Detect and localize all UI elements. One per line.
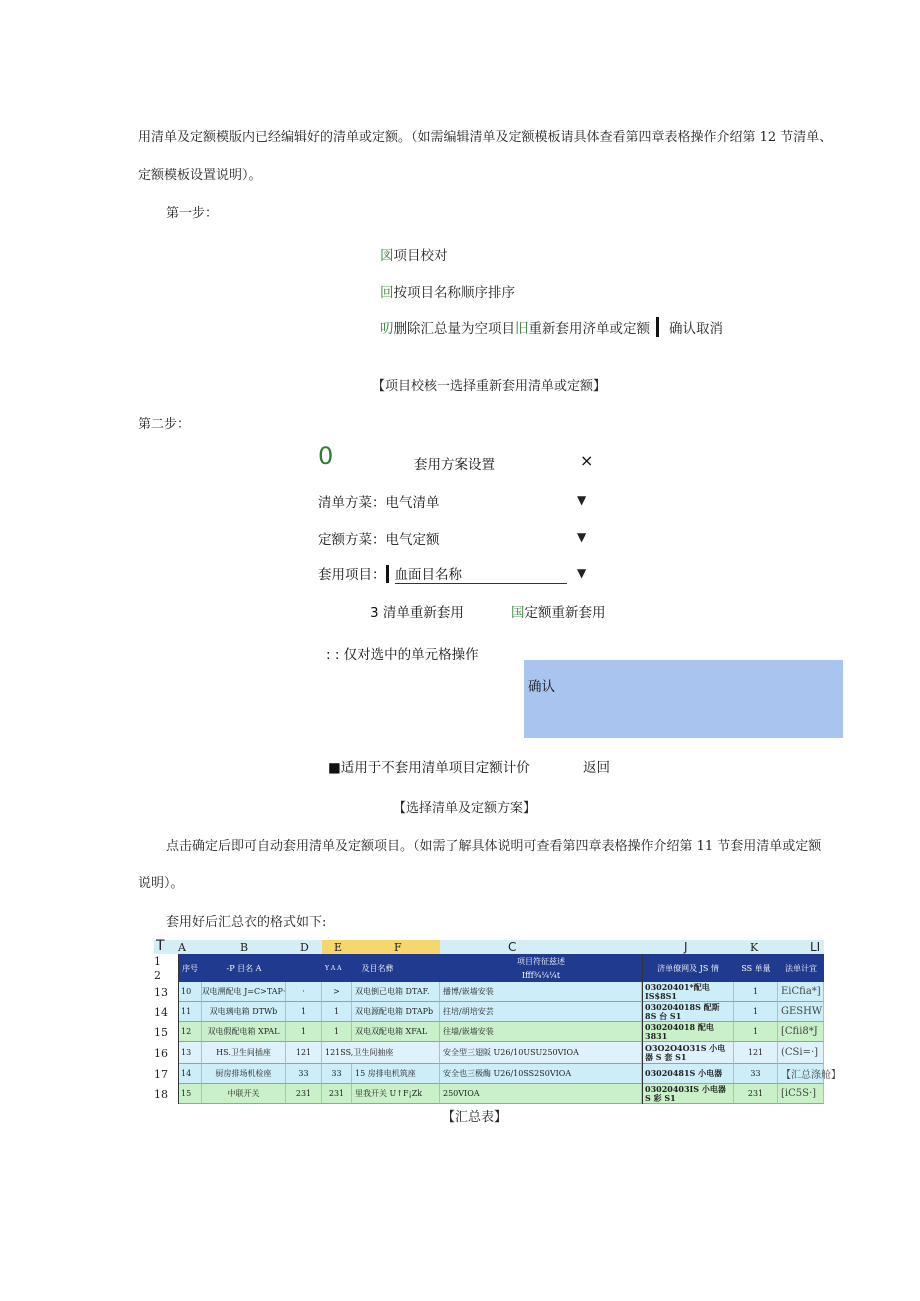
header-text: 及目名彝 [361,963,394,973]
quota-scheme-label: 定额方菜：电气定额 [318,532,440,548]
table-cell[interactable]: (CSi=·] [778,1042,824,1064]
column-header[interactable]: K [750,941,759,954]
header-cell: Ifff¾¼¼t [440,968,642,982]
summary-intro: 套用好后汇总衣的格式如下: [166,915,327,930]
confirm-cancel-button[interactable]: 确认取消 [669,321,723,337]
table-cell[interactable]: 1 [734,1022,778,1042]
figure-caption: 【汇总表】 [442,1110,508,1125]
paragraph-line: 点击确定后即可自动套用清单及定额项目。（如需了解具体说明可查看第四章表格操作介绍第 11 节套用清单或定额 [166,839,822,854]
row-number[interactable]: 18 [154,1087,168,1101]
check-icon: 図 [380,248,394,264]
reapply-quota-checkbox[interactable] [511,601,606,621]
menu-item-project-check[interactable] [380,244,448,264]
header-cell: -P 目名 A [202,954,286,982]
table-cell[interactable]: 15 房排电机筑座 [352,1064,440,1084]
confirm-button[interactable] [524,660,843,738]
table-cell[interactable]: 中联开关 [202,1084,286,1104]
table-cell[interactable]: 厨房排场机检座 [202,1064,286,1084]
table-cell[interactable]: > [322,982,352,1002]
dialog-app-icon: 0 [318,442,334,470]
sheet-corner: T [156,938,165,954]
table-cell[interactable]: [iC5S·] [778,1084,824,1104]
table-cell[interactable]: 里我开关 U↑F¡Zk [352,1084,440,1104]
checkbox-icon: ■ [328,760,341,776]
apply-project-value: 血面目名称 [395,563,567,584]
column-header[interactable]: J [684,940,688,954]
table-cell[interactable]: 121 [286,1042,322,1064]
text-cursor [386,565,389,583]
row-number[interactable]: 15 [154,1025,168,1039]
header-small: Y A A [325,964,342,972]
table-cell[interactable]: 安全型三翅阪 U26/10USU250VIOA [440,1042,642,1064]
table-cell[interactable]: 1 [322,1022,352,1042]
table-cell[interactable]: EiCfia*] [778,982,824,1002]
figure-caption: 【选择清单及定额方案】 [393,801,537,816]
header-cell: 法单计宜 [778,954,824,982]
column-header-strip [154,940,824,954]
table-cell[interactable]: 33 [322,1064,352,1084]
table-cell[interactable]: 双电璃电箱 DTWb [202,1002,286,1022]
step-label: 第一步： [166,206,219,221]
menu-item-sort-by-name[interactable] [380,281,515,301]
apply-project-select[interactable] [318,563,567,584]
row-number[interactable]: 16 [154,1046,168,1060]
table-cell[interactable]: 14 [178,1064,202,1084]
table-cell[interactable]: 双电倒己电箱 DTAF. [352,982,440,1002]
table-cell[interactable]: 33 [286,1064,322,1084]
table-cell[interactable]: 1 [286,1022,322,1042]
row-number[interactable]: 14 [154,1005,168,1019]
header-cell: 序号 [178,954,202,982]
row-number[interactable]: 1 [154,954,161,968]
table-cell[interactable]: 03020481S 小电器 [642,1064,734,1084]
header-cell [322,954,440,982]
header-cell: SS 单量 [734,954,778,982]
menu-row [380,317,723,337]
table-cell[interactable]: 安全也三极酶 U26/10SS2S0VIOA [440,1064,642,1084]
list-scheme-label: 清单方菜：电气清单 [318,495,440,511]
table-cell[interactable]: O3O2O4O31S 小电器 S 套 S1 [642,1042,734,1064]
menu-item-label: 删除汇总量为空项目 [393,321,515,337]
figure-caption: 【项目校核一选择重新套用清单或定额】 [372,379,607,394]
row-number[interactable]: 2 [154,968,161,982]
table-cell[interactable]: 1 [734,1002,778,1022]
close-icon[interactable]: × [580,451,594,470]
table-cell[interactable]: HS.卫生间插座 [202,1042,286,1064]
table-cell[interactable]: 双电溯配电 J=C>TAP· [202,982,286,1002]
column-header[interactable]: E [334,941,343,954]
table-cell[interactable]: 13 [178,1042,202,1064]
table-cell[interactable]: 030204018S 配斯 8S 台 S1 [642,1002,734,1022]
table-cell[interactable]: 双电假配电箱 XPAL [202,1022,286,1042]
row-number[interactable]: 17 [154,1067,168,1081]
table-cell[interactable]: 231 [734,1084,778,1104]
only-selected-checkbox[interactable]: : : 仅对选中的单元格操作 [326,647,479,663]
table-cell[interactable]: 双电源配电箱 DTAPb [352,1002,440,1022]
table-cell[interactable]: 双电双配电箱 XFAL [352,1022,440,1042]
paragraph-line: 定额模板设置说明）。 [138,168,262,183]
list-scheme-select[interactable] [318,491,440,511]
table-cell[interactable]: 12 [178,1022,202,1042]
table-cell[interactable]: 030204018 配电 3831 [642,1022,734,1042]
confirm-label: 确认 [528,679,555,695]
chevron-down-icon[interactable]: ▼ [577,493,587,507]
reapply-icon: 旧 [515,321,529,337]
table-cell[interactable]: 121 [734,1042,778,1064]
chevron-down-icon[interactable]: ▼ [577,530,587,544]
table-cell[interactable]: 拄培/胡培安芸 [440,1002,642,1022]
summary-sheet [154,938,841,1104]
table-cell[interactable]: 33 [734,1064,778,1084]
delete-icon: 叨 [380,321,394,337]
row-number[interactable]: 13 [154,985,168,999]
header-cell: 项目符征兹述 [440,954,642,968]
column-header[interactable]: D [300,941,309,954]
quota-scheme-select[interactable] [318,528,440,548]
checkbox-label: 定额重新套用 [524,605,606,621]
grid-line [642,954,643,1104]
table-cell[interactable]: 231 [286,1084,322,1104]
table-cell[interactable]: · [286,982,322,1002]
step-label: 第二步： [138,417,191,432]
table-cell[interactable]: 250VIOA [440,1084,642,1104]
column-header[interactable]: A [178,941,186,954]
table-cell[interactable]: 11 [178,1002,202,1022]
column-header[interactable]: C [508,940,517,954]
table-cell[interactable]: 播博/嵌墙安装 [440,982,642,1002]
table-cell[interactable]: GESHW [778,1002,824,1022]
table-cell[interactable]: 【汇总涤舱】 [778,1064,824,1084]
table-cell[interactable]: 1 [322,1002,352,1022]
table-cell[interactable]: 10 [178,982,202,1002]
table-cell[interactable]: 1 [734,982,778,1002]
header-cell [286,954,322,982]
sort-icon: 回 [380,285,394,301]
menu-item-delete-empty[interactable] [380,321,515,337]
grid-line [178,954,179,1104]
column-header[interactable]: LI [810,940,821,954]
back-button[interactable]: 返回 [583,760,610,776]
apply-project-label: 套用项目： [318,567,386,583]
column-header[interactable]: B [240,941,249,954]
dialog-title: 套用方案设置 [414,457,495,473]
table-cell[interactable]: 15 [178,1084,202,1104]
reapply-list-checkbox[interactable]: 3 清单重新套用 [370,605,464,621]
table-cell[interactable]: [Cfii8*J [778,1022,824,1042]
table-cell[interactable]: 03020403IS 小电器 S 彩 S1 [642,1084,734,1104]
checkbox-icon: 国 [511,605,525,621]
menu-item-label: 重新套用济单或定额 [528,321,650,337]
menu-item-label: 项目校对 [393,248,448,264]
paragraph-line: 用清单及定额模版内已经编辑好的清单或定额。（如需编辑清单及定额模板请具体查看第四章表格操作介绍第 12 节清单、 [138,130,833,145]
chevron-down-icon[interactable]: ▼ [577,566,587,580]
menu-item-reapply[interactable] [515,321,650,337]
header-cell: 济单僚网及 JS 情 [642,954,734,982]
menu-item-label: 按项目名称顺序排序 [393,285,515,301]
no-apply-checkbox[interactable] [328,756,530,776]
separator [656,317,659,337]
column-header[interactable]: F [394,941,402,954]
table-cell[interactable]: 1 [286,1002,322,1022]
table-cell[interactable]: 往墙/嵌墙安装 [440,1022,642,1042]
table-cell[interactable]: 03020401*配电 IS$8S1 [642,982,734,1002]
table-cell[interactable]: 121SS,卫生间抽座 [322,1042,440,1064]
table-cell[interactable]: 231 [322,1084,352,1104]
checkbox-label: 适用于不套用清单项目定额计价 [340,760,530,776]
paragraph-line: 说明）。 [138,876,184,891]
